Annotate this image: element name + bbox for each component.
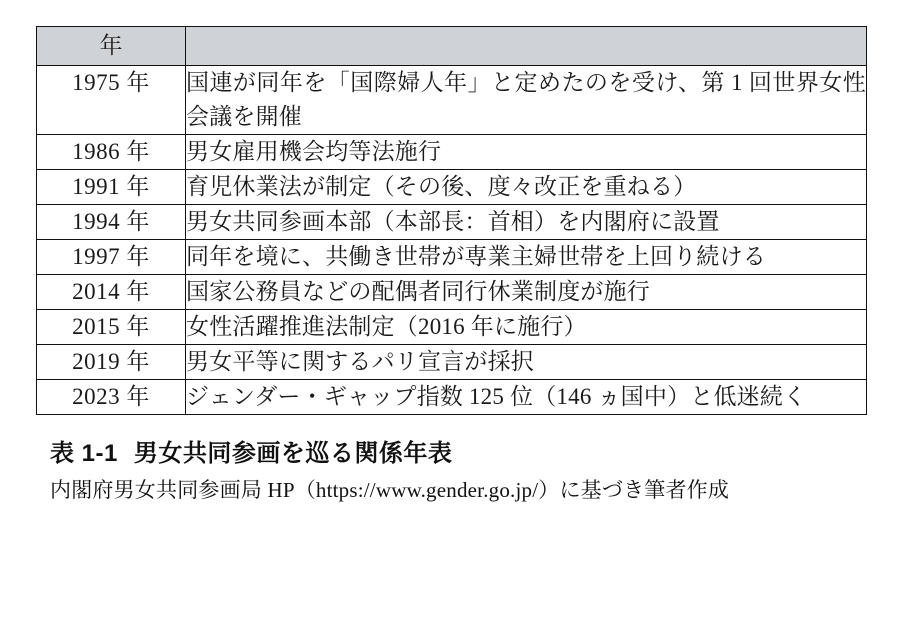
year-text: 1986 年: [72, 139, 150, 164]
year-text: 1997 年: [72, 244, 150, 269]
cell-event: 男女共同参画本部（本部長：首相）を内閣府に設置: [186, 205, 867, 240]
table-caption: [36, 433, 864, 504]
caption-number: 表 1-1: [50, 440, 118, 467]
cell-year: [37, 380, 186, 415]
table-row: [37, 135, 867, 170]
cell-event: 同年を境に、共働き世帯が専業主婦世帯を上回り続ける: [186, 240, 867, 275]
table-row: [37, 345, 867, 380]
timeline-table: [36, 26, 867, 415]
table-row: [37, 380, 867, 415]
cell-year: [37, 135, 186, 170]
year-text: 2019 年: [72, 349, 150, 374]
table-row: [37, 205, 867, 240]
table-header: [37, 27, 867, 66]
column-header-event: [186, 27, 867, 66]
year-text: 1991 年: [72, 174, 150, 199]
caption-source: 内閣府男女共同参画局 HP（https://www.gender.go.jp/）に基づき筆者作成: [50, 478, 730, 502]
table-row: [37, 66, 867, 135]
table-row: [37, 310, 867, 345]
cell-year: [37, 345, 186, 380]
table-row: [37, 170, 867, 205]
cell-year: [37, 170, 186, 205]
table-row: [37, 240, 867, 275]
cell-event: 女性活躍推進法制定（2016 年に施行）: [186, 310, 867, 345]
cell-year: [37, 310, 186, 345]
table-row: [37, 275, 867, 310]
caption-title-line: [50, 433, 864, 468]
cell-event: 男女雇用機会均等法施行: [186, 135, 867, 170]
cell-year: [37, 275, 186, 310]
year-text: 2023 年: [72, 384, 150, 409]
cell-event: 国家公務員などの配偶者同行休業制度が施行: [186, 275, 867, 310]
cell-event: 国連が同年を「国際婦人年」と定めたのを受け、第 1 回世界女性会議を開催: [186, 66, 867, 135]
cell-event: ジェンダー・ギャップ指数 125 位（146 ヵ国中）と低迷続く: [186, 380, 867, 415]
year-text: 2015 年: [72, 314, 150, 339]
table-body: [37, 66, 867, 415]
cell-year: [37, 240, 186, 275]
year-text: 1994 年: [72, 209, 150, 234]
cell-event: 育児休業法が制定（その後、度々改正を重ねる）: [186, 170, 867, 205]
column-header-year: 年: [37, 27, 186, 66]
table-header-row: [37, 27, 867, 66]
cell-year: [37, 205, 186, 240]
year-text: 1975 年: [72, 70, 150, 95]
caption-title-text: 男女共同参画を巡る関係年表: [133, 440, 453, 467]
cell-year: [37, 66, 186, 135]
cell-event: 男女平等に関するパリ宣言が採択: [186, 345, 867, 380]
year-text: 2014 年: [72, 279, 150, 304]
